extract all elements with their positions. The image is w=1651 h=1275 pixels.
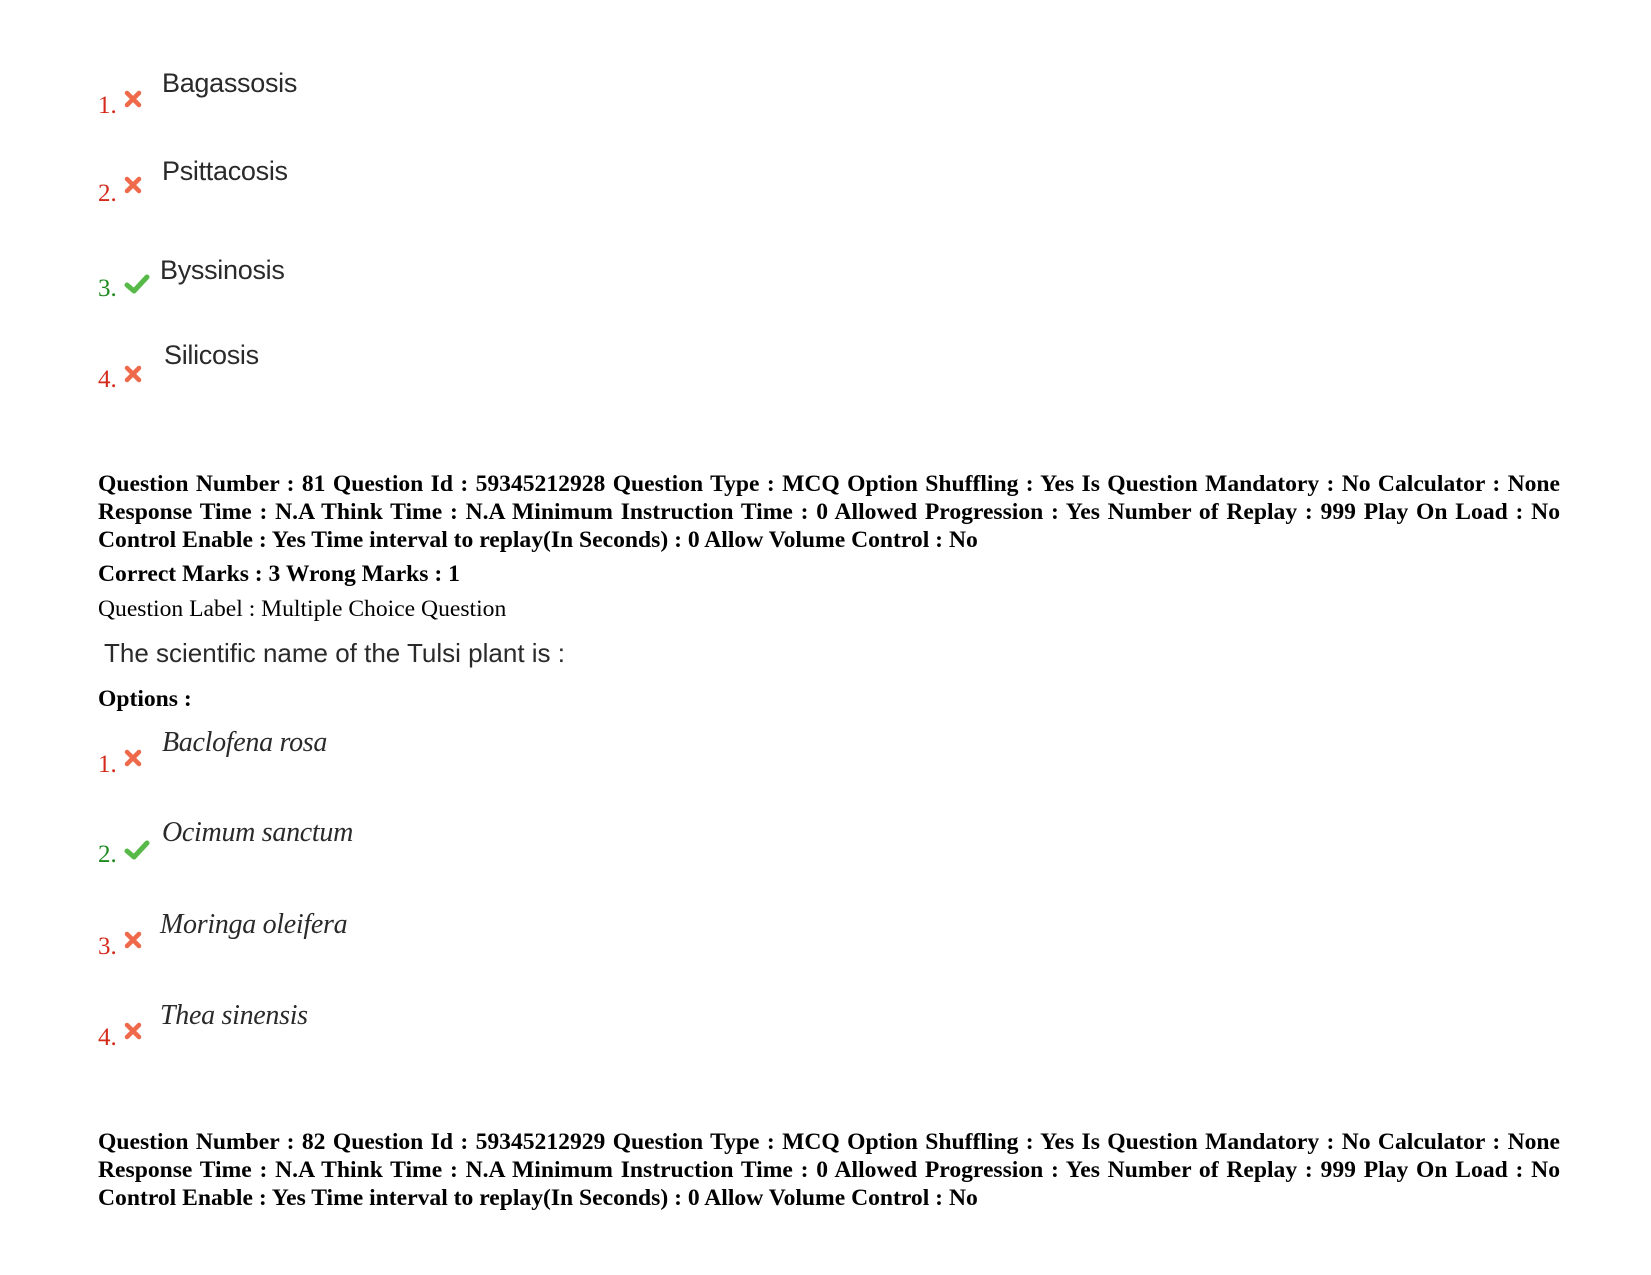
option bbox=[98, 156, 798, 216]
option-text: Ocimum sanctum bbox=[162, 817, 353, 848]
check-icon bbox=[124, 273, 150, 300]
question-label: Question Label : Multiple Choice Question bbox=[98, 596, 507, 622]
option bbox=[98, 340, 798, 400]
check-icon bbox=[124, 839, 150, 866]
cross-icon bbox=[124, 1022, 142, 1045]
option-text: Thea sinensis bbox=[160, 1000, 308, 1031]
option-text: Psittacosis bbox=[162, 156, 288, 186]
question-meta: Question Number : 81 Question Id : 59345212928 Question Type : MCQ Option Shuffling : Yes Is Question Mandatory : No Calculator : None Response Time : N.A Think Time : N.A Minimum Instruction Time : 0 Allowed Progression : Yes Number of Replay : 999 Play On Load : No Control Enable : Yes Time interval to replay(In Seconds) : 0 Allow Volume Control : No bbox=[98, 471, 1560, 553]
option-number: 1. bbox=[98, 751, 117, 778]
option bbox=[98, 909, 798, 969]
option bbox=[98, 727, 798, 787]
option-text: Byssinosis bbox=[160, 255, 285, 285]
option-number: 3. bbox=[98, 933, 117, 960]
option-text: Baclofena rosa bbox=[162, 727, 328, 758]
option-number: 2. bbox=[98, 180, 117, 207]
option bbox=[98, 253, 798, 313]
option-number: 4. bbox=[98, 366, 117, 393]
option-number: 4. bbox=[98, 1024, 117, 1051]
cross-icon bbox=[124, 176, 142, 199]
option-text: Silicosis bbox=[164, 340, 259, 370]
option bbox=[98, 68, 798, 128]
cross-icon bbox=[124, 365, 142, 388]
cross-icon bbox=[124, 931, 142, 954]
option-number: 2. bbox=[98, 841, 117, 868]
option-text: Moringa oleifera bbox=[160, 909, 348, 940]
option bbox=[98, 817, 798, 877]
question-meta: Question Number : 82 Question Id : 59345212929 Question Type : MCQ Option Shuffling : Yes Is Question Mandatory : No Calculator : None Response Time : N.A Think Time : N.A Minimum Instruction Time : 0 Allowed Progression : Yes Number of Replay : 999 Play On Load : No Control Enable : Yes Time interval to replay(In Seconds) : 0 Allow Volume Control : No bbox=[98, 1129, 1560, 1211]
option-number: 3. bbox=[98, 275, 117, 302]
options-heading: Options : bbox=[98, 686, 192, 712]
cross-icon bbox=[124, 90, 142, 113]
option-text: Bagassosis bbox=[162, 68, 298, 98]
question-text: The scientific name of the Tulsi plant is : bbox=[104, 638, 565, 668]
marks-info: Correct Marks : 3 Wrong Marks : 1 bbox=[98, 561, 460, 587]
cross-icon bbox=[124, 749, 142, 772]
option-number: 1. bbox=[98, 92, 117, 119]
option bbox=[98, 1000, 798, 1060]
